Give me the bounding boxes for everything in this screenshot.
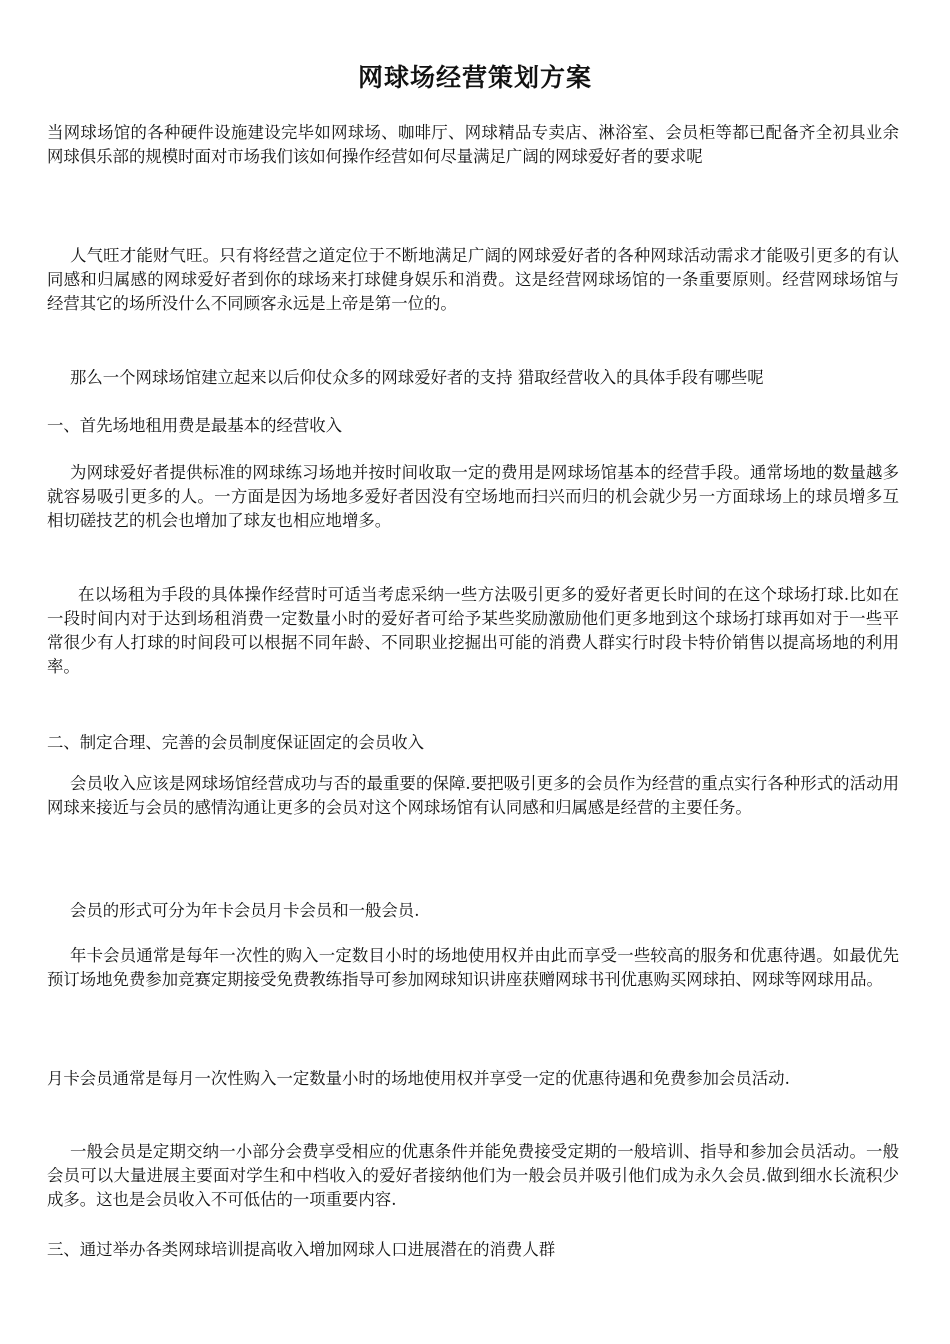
paragraph-member-types: 会员的形式可分为年卡会员月卡会员和一般会员. xyxy=(70,901,420,920)
section-heading-3: 三、通过举办各类网球培训提高收入增加网球人口进展潜在的消费人群 xyxy=(47,1240,556,1259)
paragraph-principle: 人气旺才能财气旺。只有将经营之道定位于不断地满足广阔的网球爱好者的各种网球活动需求才能吸引更多的有认同感和归属感的网球爱好者到你的球场来打球健身娱乐和消费。这是经营网球场馆的一条重要原则。经营网球场馆与经营其它的场所没什么不同顾客永远是上帝是第一位的。 xyxy=(47,246,899,313)
paragraph-rental-methods: 在以场租为手段的具体操作经营时可适当考虑采纳一些方法吸引更多的爱好者更长时间的在这个球场打球.比如在一段时间内对于达到场租消费一定数量小时的爱好者可给予某些奖励激励他们更多地到这个球场打球再如对于一些平常很少有人打球的时间段可以根据不同年龄、不同职业挖掘出可能的消费人群实行时段卡特价销售以提高场地的利用率。 xyxy=(47,585,899,676)
document-title: 网球场经营策划方案 xyxy=(357,63,592,92)
section-heading-1: 一、首先场地租用费是最基本的经营收入 xyxy=(47,416,343,435)
paragraph-monthly-member: 月卡会员通常是每月一次性购入一定数量小时的场地使用权并享受一定的优惠待遇和免费参加会员活动. xyxy=(47,1069,790,1088)
paragraph-intro: 当网球场馆的各种硬件设施建设完毕如网球场、咖啡厅、网球精品专卖店、淋浴室、会员柜等都已配备齐全初具业余网球俱乐部的规模时面对市场我们该如何操作经营如何尽量满足广阔的网球爱好者的要求呢 xyxy=(47,123,899,166)
paragraph-question: 那么一个网球场馆建立起来以后仰仗众多的网球爱好者的支持 猎取经营收入的具体手段有哪些呢 xyxy=(70,368,764,387)
paragraph-member-income: 会员收入应该是网球场馆经营成功与否的最重要的保障.要把吸引更多的会员作为经营的重点实行各种形式的活动用网球来接近与会员的感情沟通让更多的会员对这个网球场馆有认同感和归属感是经营的主要任务。 xyxy=(47,774,899,817)
paragraph-general-member: 一般会员是定期交纳一小部分会费享受相应的优惠条件并能免费接受定期的一般培训、指导和参加会员活动。一般会员可以大量进展主要面对学生和中档收入的爱好者接纳他们为一般会员并吸引他们成为永久会员.做到细水长流积少成多。这也是会员收入不可低估的一项重要内容. xyxy=(47,1142,899,1209)
paragraph-court-rental: 为网球爱好者提供标准的网球练习场地并按时间收取一定的费用是网球场馆基本的经营手段。通常场地的数量越多就容易吸引更多的人。一方面是因为场地多爱好者因没有空场地而扫兴而归的机会就少另一方面球场上的球员增多互相切磋技艺的机会也增加了球友也相应地增多。 xyxy=(47,463,899,530)
section-heading-2: 二、制定合理、完善的会员制度保证固定的会员收入 xyxy=(47,733,424,752)
paragraph-annual-member: 年卡会员通常是每年一次性的购入一定数目小时的场地使用权并由此而享受一些较高的服务和优惠待遇。如最优先预订场地免费参加竞赛定期接受免费教练指导可参加网球知识讲座获赠网球书刊优惠购买网球拍、网球等网球用品。 xyxy=(47,946,899,989)
